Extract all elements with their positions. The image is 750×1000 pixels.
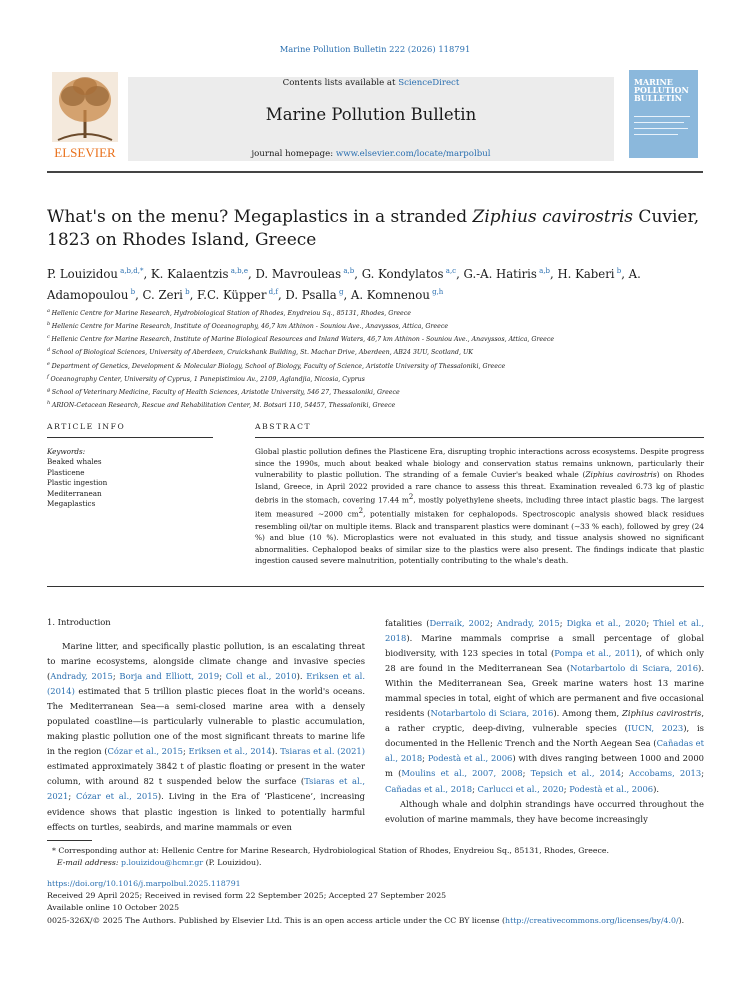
email-label: E-mail address: (56, 858, 121, 868)
reference-link[interactable]: Cañadas et al., 2018 (385, 738, 704, 764)
affiliation-text: Hellenic Centre for Marine Research, Hydrobiological Station of Rhodes, Enydreiou Sq., 85131, Rhodes, Greece (51, 310, 412, 318)
reference-link[interactable]: Notarbartolo di Sciara, 2016 (570, 663, 699, 674)
paragraph-text: ; (183, 746, 189, 757)
elsevier-tree-icon (48, 70, 122, 160)
footnote-star: * (51, 846, 56, 855)
title-part: What's on the menu? Megaplastics in a stranded (47, 207, 473, 227)
paragraph-text: ). Living in the Era of ‘Plasticene’, increasing evidence shows that plastic ingestion is linked to potentially harmful effects on turtles, seabirds, and marine mammals or even (47, 791, 366, 832)
author-affiliation-marker[interactable]: a,b,e (228, 267, 249, 275)
affiliation-text: ARION-Cetacean Research, Rescue and Rehabilitation Center, M. Botsari 110, 54457, Thessaloniki, Greece (51, 402, 396, 410)
keyword-item: Plasticene (47, 467, 85, 477)
intro-heading: 1. Introduction (47, 617, 111, 627)
reference-link[interactable]: Andrady, 2015 (496, 618, 560, 628)
keyword-item: Plastic ingestion (47, 478, 108, 488)
affiliation-key: f (47, 373, 51, 380)
reference-link[interactable]: Eriksen et al., 2014 (188, 746, 272, 757)
title-part: Cuvier, 1823 on Rhodes Island, Greece (47, 207, 700, 250)
reference-link[interactable]: Eriksen et al. (2014) (47, 671, 366, 697)
paragraph-text: ). (271, 746, 281, 757)
cover-line (634, 116, 690, 117)
paragraph-text: ), is documented in the Hellenic Trench and the North Aegean Sea ( (385, 723, 704, 749)
reference-link[interactable]: Digka et al., 2020 (566, 618, 647, 628)
paragraph-text: ). Within the Mediterranean Sea, Greek marine waters host 13 marine mammal species in total, eight of which are permanent and five occasional residents ( (385, 663, 704, 719)
affiliation-item (47, 345, 707, 358)
reference-link[interactable]: Borja and Elliott, 2019 (119, 671, 220, 682)
author-affiliation-marker[interactable]: b (182, 287, 190, 296)
author-affiliation-marker[interactable]: b (128, 287, 136, 296)
paragraph-text: ). (653, 783, 660, 794)
abstract-part: , potentially mistaken for cephalopods. Spectroscopic analysis showed black residues resembling oil/tar on multiple items. Black and transparent plastics were dominant (∼33 % each), followed by grey (24 %) and blue (10 %). Microplastics were not evaluated in this study, and tissue analysis showed no significant abnormalities. Cephalopod beaks of similar size to the plastics were also present. The findings indicate that plastic ingestion caused severe malnutrition, potentially contributing to the whale's death. (255, 509, 704, 566)
affiliation-item (47, 306, 707, 319)
abstract-superscript: 2 (408, 493, 414, 502)
reference-link[interactable]: Notarbartolo di Sciara, 2016 (430, 708, 554, 719)
author-name[interactable]: H. Kaberi (557, 266, 615, 281)
paragraph-text: ; (563, 783, 570, 794)
paragraph-text: estimated that 5 trillion plastic pieces float in the world's oceans. The Mediterranean Sea—a semi-closed marine area with a densely populated coastline—is particularly vulnerable to plastic accumulation, making plastic pollution one of the most significant threats to marine life in the region ( (47, 686, 365, 757)
reference-link[interactable]: Podestà et al., 2006 (569, 783, 654, 794)
reference-link[interactable]: Moulins et al., 2007, 2008 (401, 768, 523, 779)
author-affiliation-marker[interactable]: a,b (536, 267, 551, 275)
author-name[interactable]: A. Adamopoulou (47, 266, 641, 302)
license-text: 0025-326X/© 2025 The Authors. Published by Elsevier Ltd. This is an open access article under the CC BY license ( (47, 915, 506, 925)
contents-line (128, 78, 614, 88)
abstract-part: Global plastic pollution defines the Plasticene Era, disrupting trophic interactions across ecosystems. Despite progress since the 1990s, much about beaked whale biology and conservation status remains unknown, particularly their vulnerability to plastic pollution. The stranding of a female Cuvier's beaked whale ( (255, 447, 704, 480)
affiliation-key: g (47, 386, 52, 393)
author-name[interactable]: P. Louizidou (47, 266, 118, 281)
author-affiliation-marker[interactable]: a,b (341, 267, 355, 275)
received-dates: Received 29 April 2025; Received in revised form 22 September 2025; Accepted 27 September 2025 (47, 891, 447, 901)
sciencedirect-link[interactable]: ScienceDirect (398, 78, 460, 88)
article-info-heading: ARTICLE INFO (47, 422, 126, 431)
paragraph-text: ; (219, 671, 226, 682)
author-affiliation-marker[interactable]: b (614, 267, 622, 275)
affiliation-item (47, 359, 707, 372)
paragraph-text: ). Among them, (553, 708, 623, 719)
footnote-rule (47, 840, 92, 841)
species-name: Ziphius cavirostris (622, 708, 702, 719)
reference-link[interactable]: Podestà et al., 2006 (427, 753, 513, 764)
paragraph-text: estimated approximately 3842 t of plastic floating or present in the water column, with around 82 t suspended below the surface ( (47, 761, 365, 787)
paragraph-text: ; (422, 753, 428, 764)
email-suffix: (P. Louizidou). (203, 858, 262, 868)
title-species: Ziphius cavirostris (472, 207, 634, 227)
publisher-wordmark: ELSEVIER (54, 145, 116, 160)
author-name[interactable]: K. Kalaentzis (150, 266, 229, 281)
author-name[interactable]: G.-A. Hatiris (463, 266, 537, 281)
header-rule (47, 171, 703, 173)
reference-link[interactable]: Accobams, 2013 (629, 768, 702, 779)
affiliation-text: School of Biological Sciences, University of Aberdeen, Cruickshank Building, St. Machar Drive, Aberdeen, AB24 3UU, Scotland, UK (51, 349, 473, 357)
homepage-prefix: journal homepage: (251, 149, 336, 159)
affiliation-key: d (47, 347, 52, 354)
keyword-item: Mediterranean (47, 488, 102, 498)
author-name[interactable]: F.C. Küpper (197, 287, 267, 302)
paragraph-text: ; (489, 618, 497, 628)
paragraph-text: ), of which only 28 are found in the Mediterranean Sea ( (385, 648, 704, 674)
paragraph-text: ; (701, 768, 705, 779)
article-title (47, 206, 707, 252)
homepage-link[interactable]: www.elsevier.com/locate/marpolbul (335, 149, 491, 159)
author-affiliation-marker[interactable]: a,c (443, 267, 457, 275)
reference-link[interactable]: IUCN, 2023 (627, 723, 684, 734)
reference-link[interactable]: Tsiaras et al. (2021) (280, 746, 366, 757)
body-column-right (385, 616, 704, 827)
affiliation-item (47, 372, 707, 385)
email-link[interactable]: p.louizidou@hcmr.gr (120, 858, 204, 868)
cover-title: MARINE POLLUTION BULLETIN (634, 77, 689, 103)
reference-link[interactable]: Cózar et al., 2015 (107, 746, 183, 757)
publication-info (47, 878, 727, 927)
affiliation-key: a (47, 308, 52, 314)
affiliation-text: Hellenic Centre for Marine Research, Institute of Marine Biological Resources and Inland Waters, 46,7 km Athinon - Souniou Ave., Anavyssos, Attica, Greece (51, 336, 555, 344)
paragraph-text: ) with dives ranging between 1000 and 2000 m ( (385, 753, 704, 779)
author-name[interactable]: D. Psalla (285, 287, 337, 302)
paragraph-text: ; (621, 768, 629, 779)
paragraph-text: ; (522, 768, 531, 779)
keywords-block (47, 447, 213, 509)
reference-link[interactable]: Andrady, 2015 (50, 671, 113, 682)
keywords-label: Keywords: (47, 447, 86, 456)
reference-link[interactable]: Cózar et al., 2015 (75, 791, 158, 802)
reference-link[interactable]: Tepsich et al., 2014 (530, 768, 622, 779)
reference-link[interactable]: Thiel et al., 2018 (385, 618, 704, 644)
paragraph-text: , a rather cryptic, deep-diving, vulnerable species ( (385, 708, 704, 734)
abstract-species: Ziphius cavirostris (585, 470, 657, 480)
cover-line (634, 128, 688, 129)
affiliation-text: Hellenic Centre for Marine Research, Institute of Oceanography, 46,7 km Athinon - Souniou Ave., Anavyssos, Attica, Greece (51, 323, 449, 331)
affiliation-key: e (47, 360, 52, 367)
intro-paragraph: Although whale and dolphin strandings have occurred throughout the evolution of marine mammals, they have become increasingly (385, 798, 704, 824)
homepage-line (128, 149, 614, 159)
author-name[interactable]: D. Mavrouleas (255, 266, 342, 281)
reference-link[interactable]: Derraik, 2002 (429, 618, 490, 628)
affiliation-item (47, 398, 707, 411)
affiliation-key: c (47, 334, 52, 341)
journal-citation[interactable]: Marine Pollution Bulletin 222 (2026) 118791 (279, 44, 471, 54)
author-name[interactable]: A. Komnenou (350, 287, 430, 302)
affiliation-key: b (47, 321, 52, 328)
abstract-part: , mostly polyethylene sheets, including three intact plastic bags. The largest item measured ∼2000 cm (255, 495, 704, 519)
affiliation-item (47, 319, 707, 332)
reference-link[interactable]: Tsiaras et al., 2021 (47, 776, 365, 802)
paragraph-text: ; (68, 791, 76, 802)
affiliation-key: h (47, 399, 52, 406)
paragraph-text: fatalities ( (385, 618, 430, 628)
paragraph-text: ). (296, 671, 307, 682)
paragraph-text: ; (559, 618, 567, 628)
author-affiliation-marker[interactable]: d,f (266, 287, 278, 296)
author-list: P. Louizidou $^{a,b,d,*}$, K. Kalaentzis $^{a,b,e}$, D. Mavrouleas $^{a,b}$, G. Kondylatos $^{a,c}$, G.-A. Hatiris $^{a,b}$, H. Kaberi $^b$, A. Adamopoulou $^b$, C. Zeri $^b$, F.C. Küpper $^{d,f}$, D. Psalla $^g$, A. Komnenou $^{g,h}$ (47, 266, 641, 302)
license-suffix: ). (678, 915, 685, 925)
author-affiliation-marker[interactable]: g (336, 287, 344, 296)
paragraph-text: ; (646, 618, 654, 628)
abstract-rule (255, 437, 704, 438)
paragraph-text: Marine litter, and specifically plastic pollution, is an escalating threat to marine ecosystems, alongside climate change and invasive species ( (47, 641, 365, 682)
cover-line (634, 122, 684, 123)
author-affiliation-marker[interactable]: g,h (429, 287, 444, 296)
abstract-heading: ABSTRACT (255, 422, 312, 431)
reference-link[interactable]: Carlucci et al., 2020 (477, 783, 564, 794)
corresponding-author-footnote (47, 845, 707, 870)
article-info-rule (47, 437, 213, 438)
affiliation-text: Department of Genetics, Development & Molecular Biology, School of Biology, Faculty of Science, Aristotle University of Thessaloniki, Greece (51, 362, 506, 370)
affiliation-list (47, 306, 707, 411)
author-affiliation-marker[interactable]: a,b,d,* (117, 267, 144, 275)
online-date: Available online 10 October 2025 (47, 903, 180, 913)
doi-link[interactable]: https://doi.org/10.1016/j.marpolbul.2025.118791 (47, 879, 241, 888)
paragraph-text: ). Marine mammals comprise a small percentage of global biodiversity, with 123 species in total ( (385, 633, 704, 659)
intro-paragraph (47, 639, 365, 835)
cover-line (634, 134, 678, 135)
affiliation-text: School of Veterinary Medicine, Faculty of Health Sciences, Aristotle University, 546 27, Thessaloniki, Greece (51, 388, 400, 396)
license-link[interactable]: http://creativecommons.org/licenses/by/4.0/ (505, 915, 679, 925)
journal-title: Marine Pollution Bulletin (265, 105, 477, 124)
reference-link[interactable]: Coll et al., 2010 (225, 671, 297, 682)
reference-link[interactable]: Cañadas et al., 2018 (385, 783, 473, 794)
abstract-superscript: 2 (358, 507, 364, 516)
paragraph-text: ; (112, 671, 120, 682)
abstract-part: ) on Rhodes Island, Greece, in April 2022 provided a rare chance to assess this threat. Examination revealed 6.73 kg of plastic debris in the stomach, covering 17.44 m (255, 470, 704, 505)
footnote-text: Corresponding author at: Hellenic Centre for Marine Research, Hydrobiological Station of Rhodes, Enydreiou Sq., 85131, Rhodes, Greece. (55, 846, 609, 855)
elsevier-logo[interactable] (48, 70, 122, 160)
affiliation-item (47, 385, 707, 398)
abstract-text (255, 446, 704, 567)
keyword-item: Megaplastics (47, 499, 96, 509)
reference-link[interactable]: Pompa et al., 2011 (554, 648, 637, 659)
author-name[interactable]: G. Kondylatos (361, 266, 444, 281)
journal-cover-thumbnail[interactable] (629, 70, 698, 158)
abstract-bottom-rule (47, 586, 704, 587)
keyword-item: Beaked whales (47, 457, 102, 467)
paragraph-text: ; (472, 783, 478, 794)
affiliation-text: Oceanography Center, University of Cyprus, 1 Panepistimiou Av., 2109, Aglandjia, Nicosia, Cyprus (50, 375, 365, 383)
contents-prefix: Contents lists available at (282, 78, 399, 88)
body-column-left (47, 639, 365, 835)
affiliation-item (47, 332, 707, 345)
intro-paragraph (385, 616, 704, 797)
author-name[interactable]: C. Zeri (142, 287, 183, 302)
